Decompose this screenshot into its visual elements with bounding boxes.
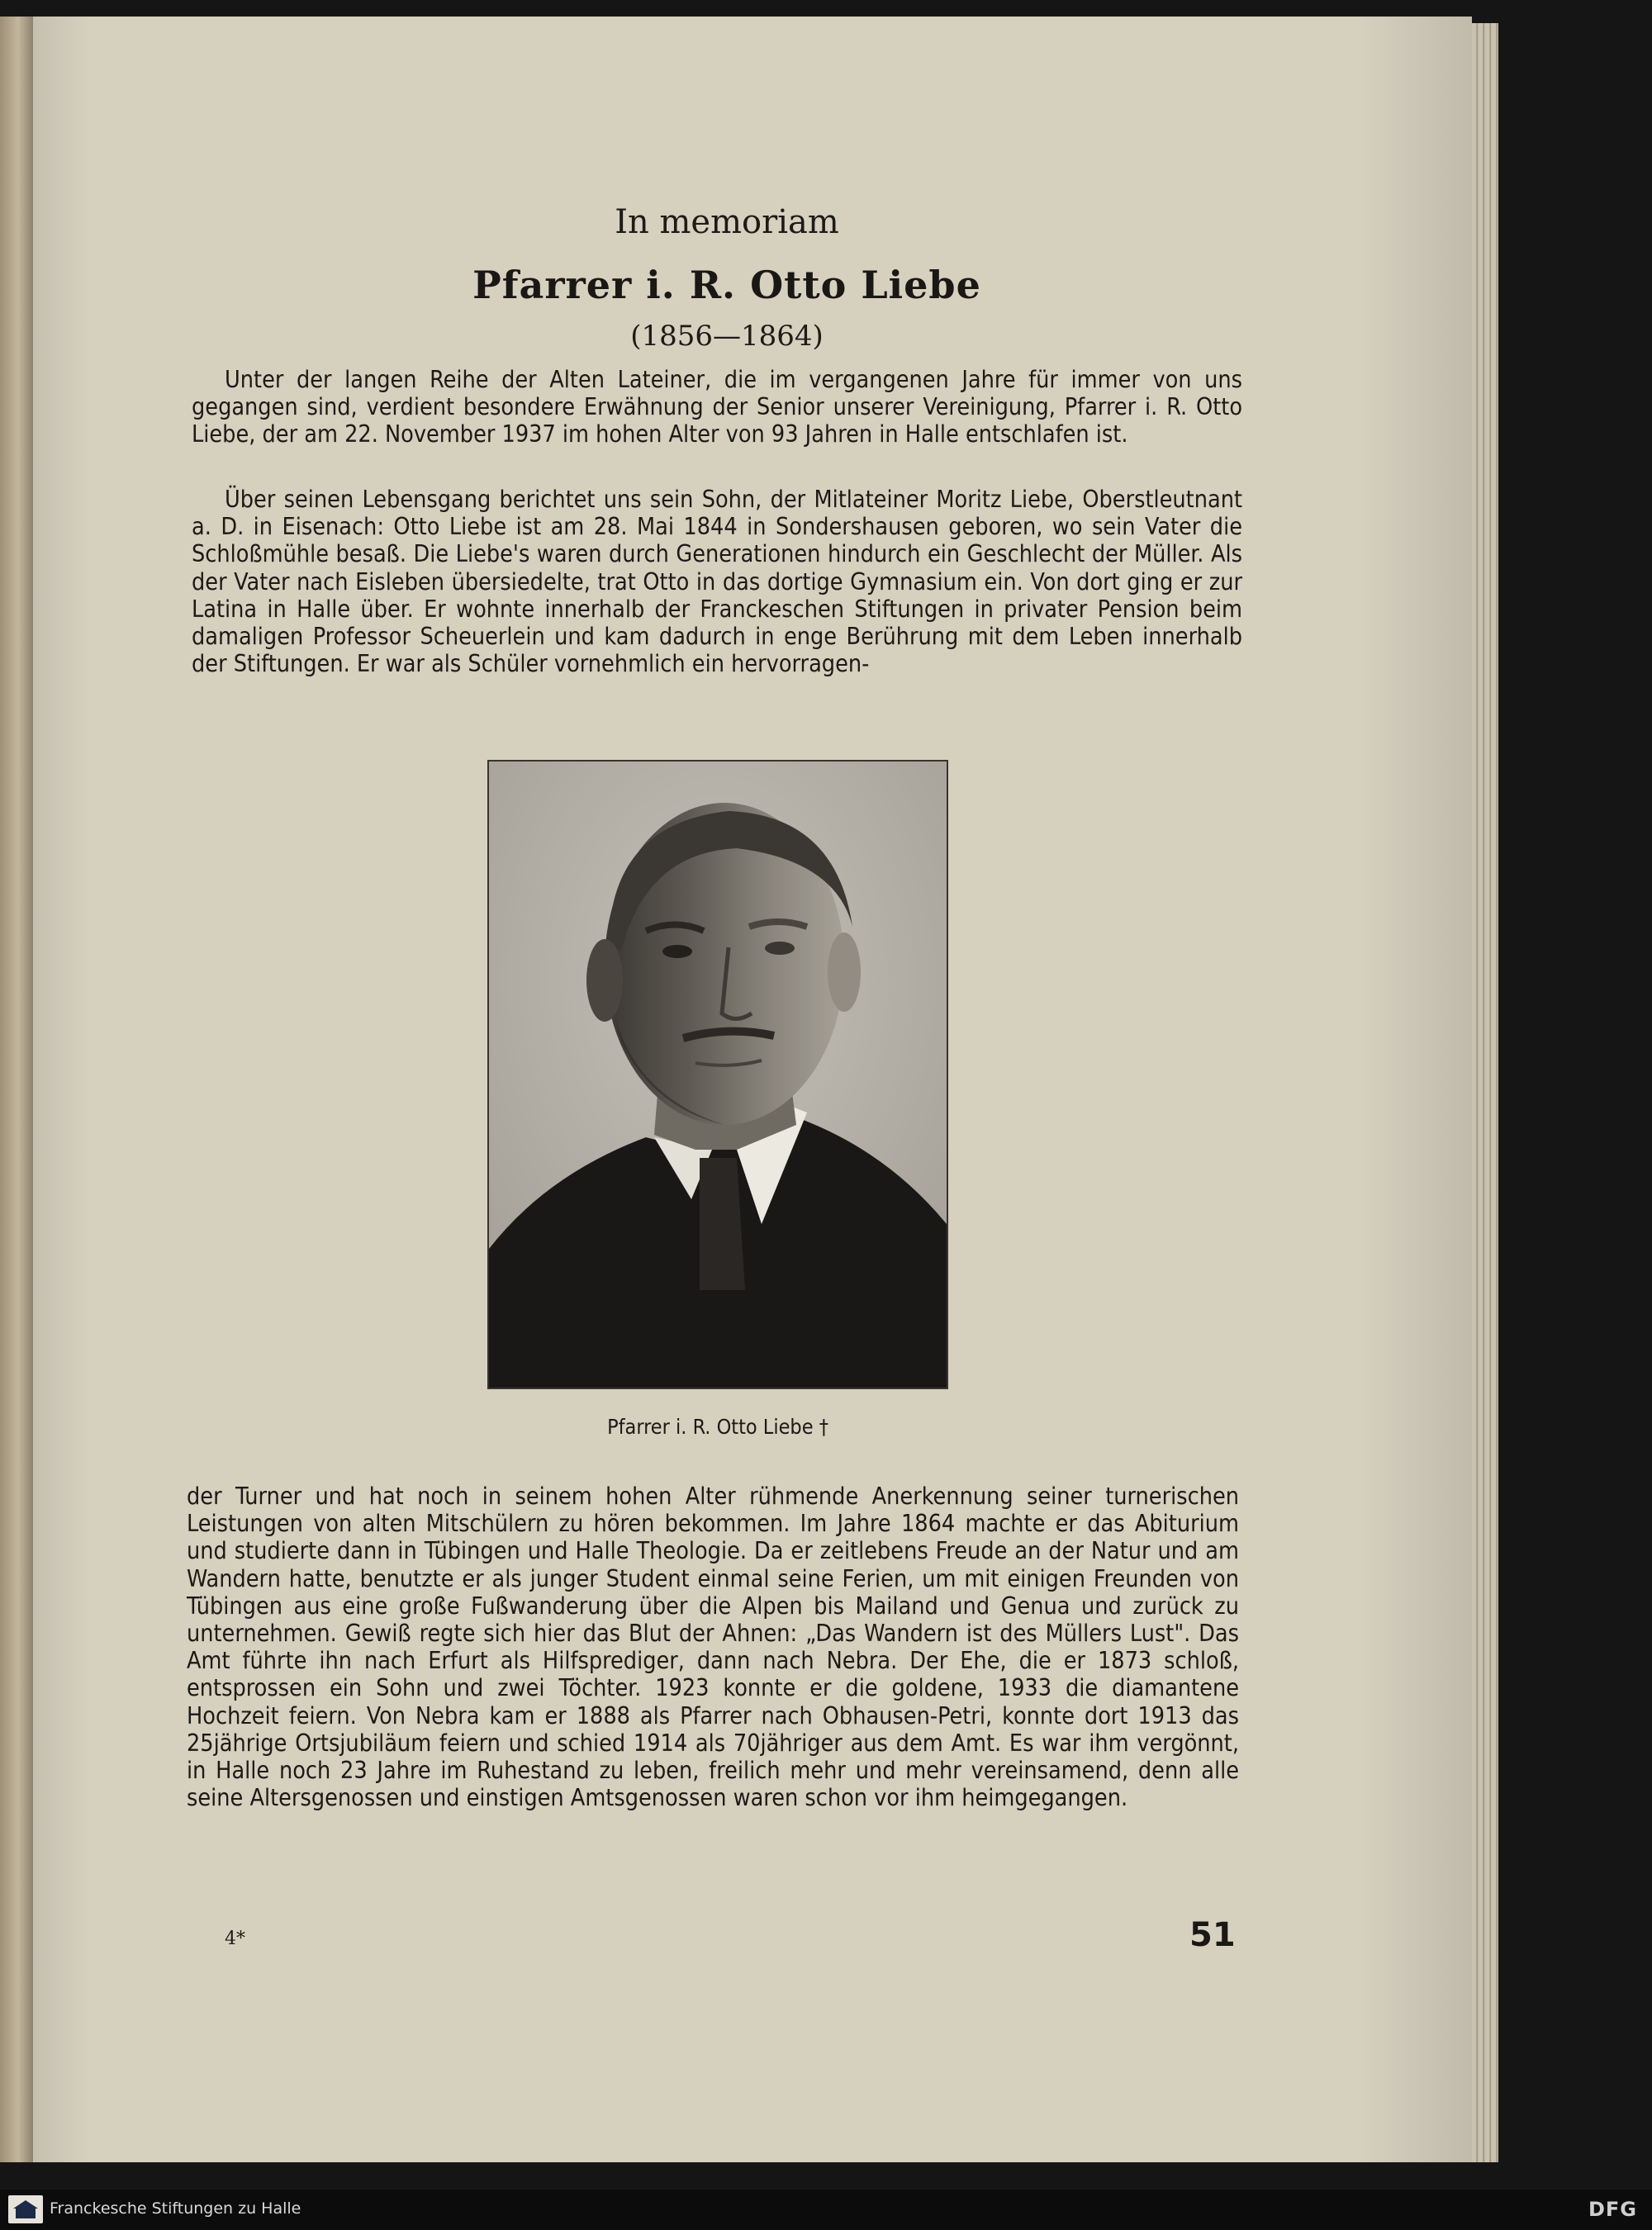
printer-signature-mark: 4* [225,1929,245,1949]
heading-in-memoriam: In memoriam [615,203,839,241]
heading-name: Pfarrer i. R. Otto Liebe [472,263,981,307]
institution-name: Franckesche Stiftungen zu Halle [50,2199,301,2218]
page-number: 51 [1189,1916,1236,1954]
dfg-logo: DFG [1588,2198,1637,2221]
bottom-bar [0,2190,1652,2230]
institution-logo-icon [8,2195,43,2223]
paragraph-continuation: der Turner und hat noch in seinem hohen Alter rühmende Anerkennung seiner turnerischen Leistungen von alten Mitschülern zu hören bekommen. Im Jahre 1864 machte er das Abiturium und studierte dann in Tübingen und Halle Theologie. Da er zeitlebens Freude an der Natur und am Wandern hatte, benutzte er als junger Student einmal seine Ferien, um mit einigen Freunden von Tübingen aus eine große Fußwanderung über die Alpen bis Mailand und Genua und zurück zu unternehmen. Gewiß regte sich hier das Blut der Ahnen: „Das Wandern ist des Müllers Lust". Das Amt führte ihn nach Erfurt als Hilfsprediger, dann nach Nebra. Der Ehe, die er 1873 schloß, entsprossen ein Sohn und zwei Töchter. 1923 konnte er die goldene, 1933 die diamantene Hochzeit feiern. Von Nebra kam er 1888 als Pfarrer nach Obhausen-Petri, konnte dort 1913 das 25jährige Ortsjubiläum feiern und schied 1914 als 70jähriger aus dem Amt. Es war ihm vergönnt, in Halle noch 23 Jahre im Ruhestand zu leben, freilich mehr und mehr vereinsamend, denn alle seine Altersgenossen und einstigen Amtsgenossen waren schon vor ihm heimgegangen. [187,1483,1239,1812]
heading-years: (1856—1864) [630,320,824,353]
paragraph-biography: Über seinen Lebensgang berichtet uns sein Sohn, der Mitlateiner Moritz Liebe, Oberstleutnant a. D. in Eisenach: Otto Liebe ist am 28. Mai 1844 in Sondershausen geboren, wo sein Vater die Schloßmühle besaß. Die Liebe's waren durch Generationen hindurch ein Geschlecht der Müller. Als der Vater nach Eisleben übersiedelte, trat Otto in das dortige Gymnasium ein. Von dort ging er zur Latina in Halle über. Er wohnte innerhalb der Franckeschen Stiftungen in privater Pension beim damaligen Professor Scheuerlein und kam dadurch in enge Berührung mit dem Leben innerhalb der Stiftungen. Er war als Schüler vornehmlich ein hervorragen- [192,486,1242,678]
portrait-photo [487,760,948,1389]
portrait-illustration [489,762,947,1388]
right-page-edges [1472,23,1498,2162]
paragraph-intro: Unter der langen Reihe der Alten Lateiner, die im vergangenen Jahre für immer von uns gegangen sind, verdient besondere Erwähnung der Senior unserer Vereinigung, Pfarrer i. R. Otto Liebe, der am 22. November 1937 im hohen Alter von 93 Jahren in Halle entschlafen ist. [192,366,1242,448]
left-page-edge [0,17,33,2162]
photo-caption: Pfarrer i. R. Otto Liebe † [607,1415,828,1439]
